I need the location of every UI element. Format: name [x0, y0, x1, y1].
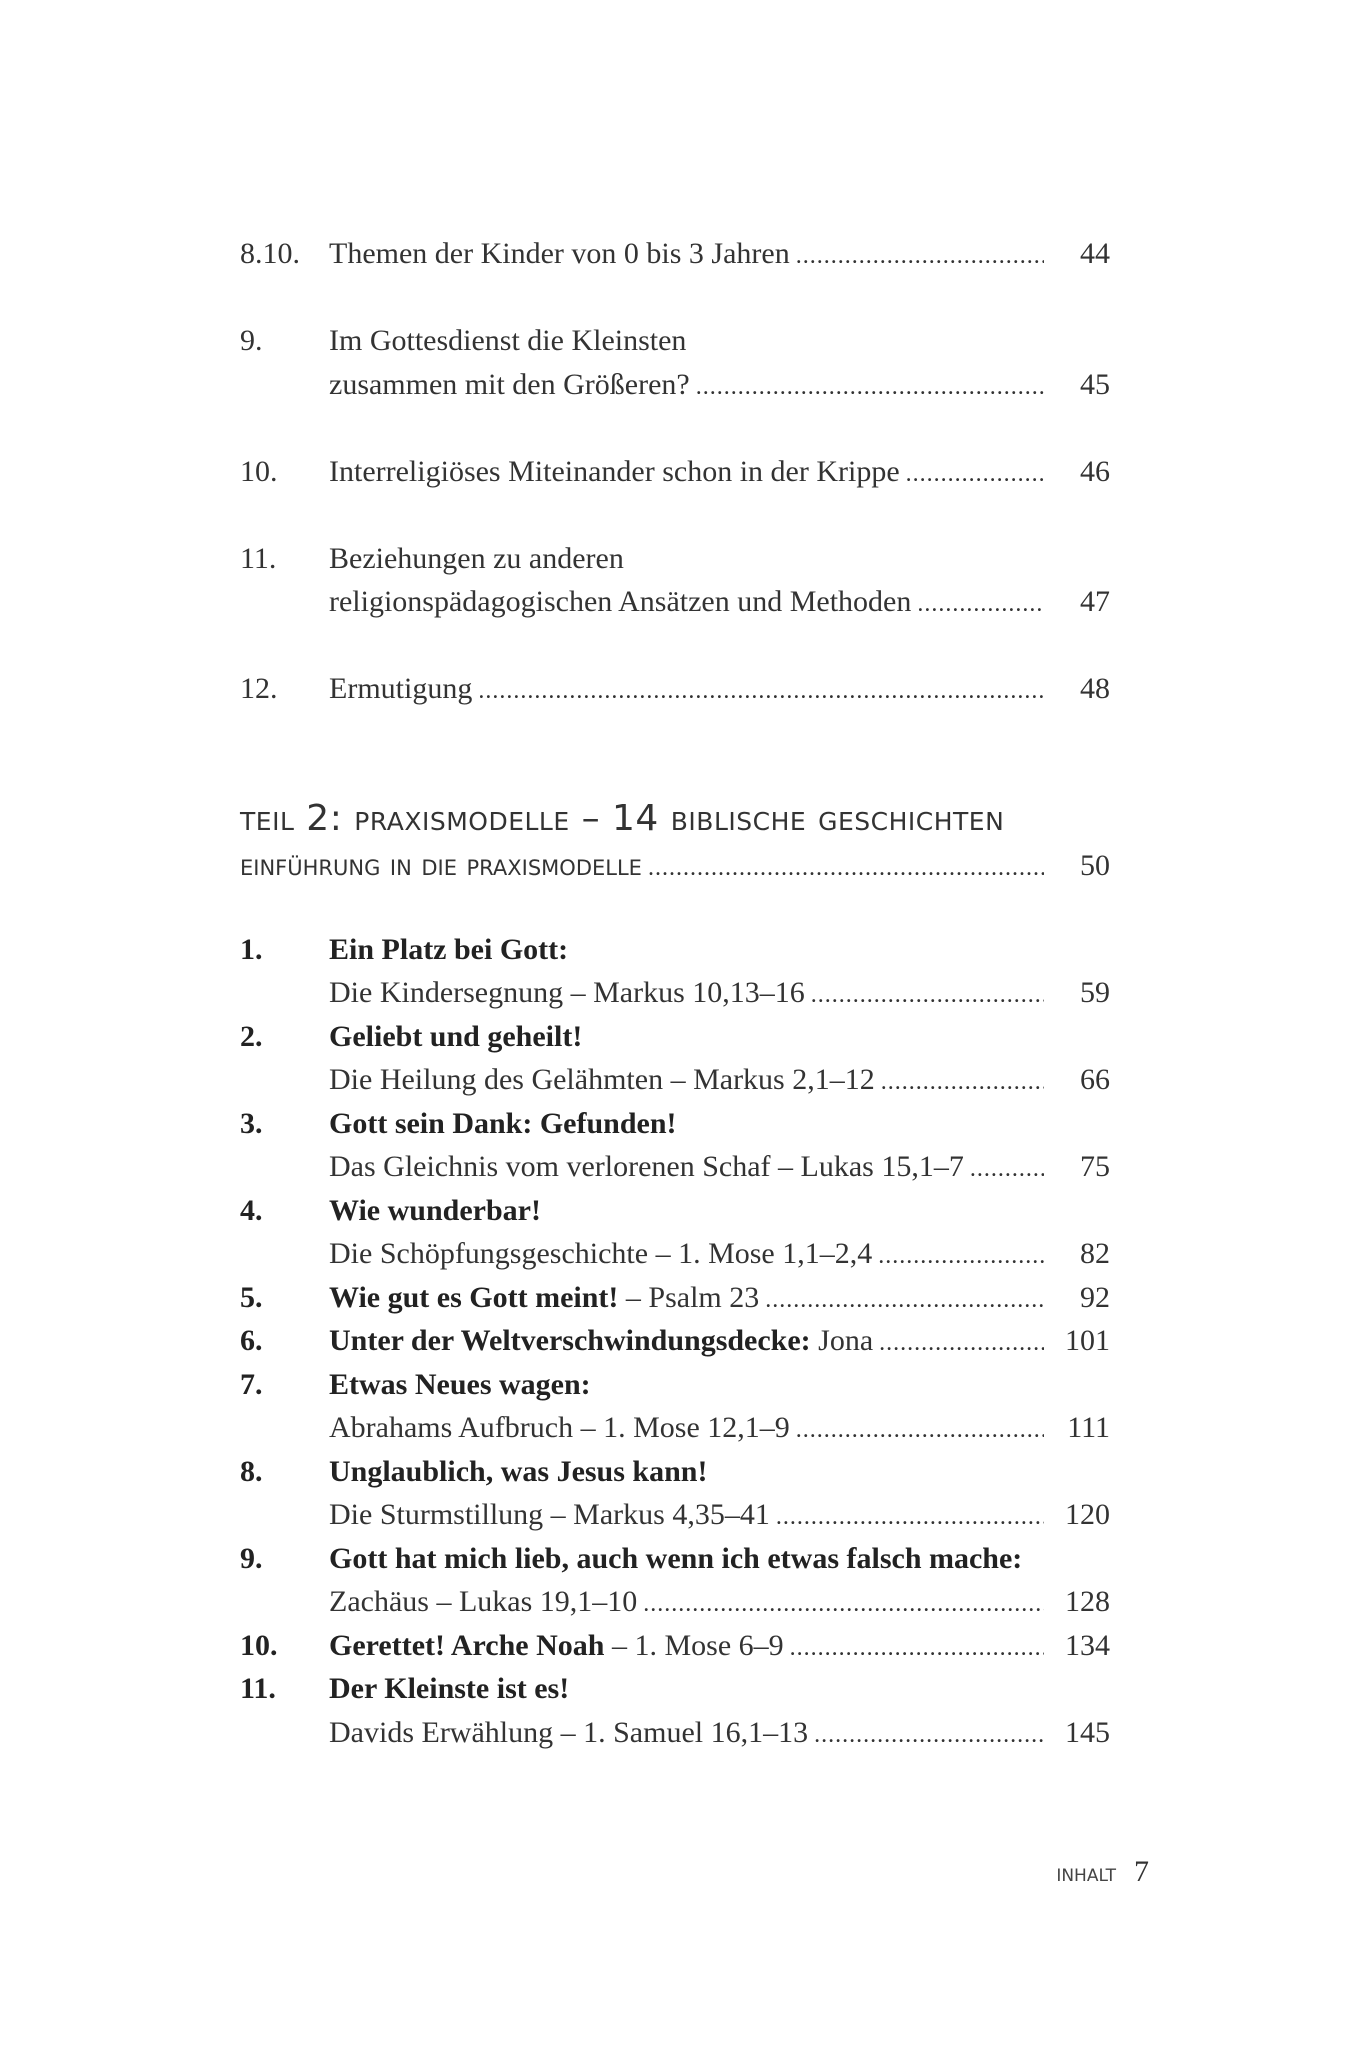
toc-entry-bold-title: Geliebt und geheilt! — [329, 1019, 583, 1053]
dot-leader — [696, 366, 1044, 410]
toc-entry-bold-title: Unter der Weltverschwindungsdecke: — [329, 1324, 811, 1357]
toc-page-number: 50 — [1080, 849, 1110, 882]
toc-entry-bold-title: Gerettet! Arche Noah — [329, 1628, 605, 1662]
toc-entry-number: 5. — [240, 1280, 263, 1314]
dot-leader — [790, 1627, 1044, 1671]
toc-entry-bold-title: Der Kleinste ist es! — [329, 1672, 570, 1705]
toc-part2-row — [240, 1015, 1110, 1059]
toc-entry-number: 11. — [240, 1672, 276, 1705]
toc-part2-subrow — [240, 1145, 1110, 1189]
toc-entry-body — [329, 928, 1110, 972]
toc-entry-title — [329, 1015, 582, 1059]
dot-leader — [917, 583, 1044, 627]
toc-part1-row — [240, 319, 1110, 363]
dot-leader — [796, 1409, 1044, 1453]
toc-entry-body — [329, 363, 1110, 410]
toc-page-number: 92 — [1080, 1280, 1110, 1314]
toc-part2-row — [240, 928, 1110, 972]
toc-page-number: 46 — [1080, 454, 1110, 488]
toc-page-number: 82 — [1080, 1237, 1110, 1270]
dot-leader — [648, 847, 1044, 891]
toc-entry-title: Im Gottesdienst die Kleinsten — [329, 324, 687, 357]
spacer — [240, 754, 1110, 794]
toc-entry-title — [329, 1624, 784, 1668]
toc-entry-number: 2. — [240, 1019, 263, 1053]
table-of-contents — [240, 232, 1110, 1754]
toc-entry-body — [329, 1493, 1110, 1540]
toc-entry-body — [329, 1667, 1110, 1711]
dot-leader — [881, 1061, 1044, 1105]
toc-page-number: 134 — [1065, 1628, 1110, 1662]
dot-leader — [811, 974, 1044, 1018]
dot-leader — [906, 453, 1044, 497]
dot-leader — [878, 1235, 1044, 1279]
toc-entry-title: Zachäus – Lukas 19,1–10 — [329, 1585, 638, 1618]
toc-part2-subrow — [240, 1580, 1110, 1624]
toc-entry-title: Beziehungen zu anderen — [329, 541, 624, 575]
toc-entry-bold-title: Ein Platz bei Gott: — [329, 932, 569, 966]
spacer — [240, 276, 1110, 320]
toc-entry-bold-title: Gott sein Dank: Gefunden! — [329, 1106, 677, 1140]
dot-leader — [879, 1322, 1044, 1366]
toc-entry-body — [240, 844, 1110, 891]
toc-entry-number: 8. — [240, 1454, 263, 1488]
spacer — [240, 711, 1110, 755]
toc-entry-bold-title: Wie gut es Gott meint! — [329, 1280, 619, 1314]
toc-page-number: 111 — [1067, 1411, 1110, 1444]
toc-page-number: 128 — [1065, 1585, 1110, 1618]
toc-entry-title: Abrahams Aufbruch – 1. Mose 12,1–9 — [329, 1411, 790, 1444]
toc-entry-title: Die Schöpfungsgeschichte – 1. Mose 1,1–2,4 — [329, 1237, 873, 1270]
toc-entry-title: Interreligiöses Miteinander schon in der Krippe — [329, 454, 900, 488]
dot-leader — [814, 1714, 1044, 1758]
toc-entry-body — [329, 1537, 1110, 1581]
toc-entry-subtitle: Jona — [810, 1324, 874, 1357]
toc-entry-title: Themen der Kinder von 0 bis 3 Jahren — [329, 237, 790, 270]
toc-part2-row — [240, 1276, 1110, 1320]
spacer — [240, 493, 1110, 537]
spacer — [240, 624, 1110, 668]
toc-part1-row — [240, 580, 1110, 624]
toc-entry-title: Die Kindersegnung – Markus 10,13–16 — [329, 976, 805, 1009]
toc-part2-subrow — [240, 1058, 1110, 1102]
toc-entry-bold-title: Etwas Neues wagen: — [329, 1367, 591, 1401]
toc-entry-title: Die Heilung des Gelähmten – Markus 2,1–12 — [329, 1063, 875, 1096]
toc-entry-number: 6. — [240, 1324, 263, 1357]
dot-leader — [776, 1496, 1044, 1540]
toc-page-number: 48 — [1080, 672, 1110, 705]
toc-entry-body — [329, 1102, 1110, 1146]
toc-part1-row — [240, 537, 1110, 581]
toc-entry-body — [329, 1319, 1110, 1366]
footer-page-number: 7 — [1134, 1855, 1149, 1888]
toc-entry-number: 8.10. — [240, 237, 300, 270]
toc-entry-body — [329, 580, 1110, 627]
toc-entry-number: 10. — [240, 454, 278, 488]
toc-entry-bold-title: Wie wunderbar! — [329, 1193, 541, 1227]
toc-entry-title: Davids Erwählung – 1. Samuel 16,1–13 — [329, 1715, 809, 1749]
dot-leader — [643, 1583, 1044, 1627]
dot-leader — [478, 670, 1044, 714]
toc-entry-title — [329, 1450, 707, 1494]
toc-page-number: 145 — [1065, 1715, 1110, 1749]
toc-page-number: 66 — [1080, 1063, 1110, 1096]
toc-part2-row — [240, 1363, 1110, 1407]
toc-part1-row — [240, 232, 1110, 276]
toc-entry-number: 9. — [240, 1541, 263, 1575]
toc-entry-title: Ermutigung — [329, 672, 473, 705]
toc-entry-number: 4. — [240, 1193, 263, 1227]
dot-leader — [796, 235, 1044, 279]
toc-page-number: 101 — [1065, 1324, 1110, 1357]
toc-entry-title — [329, 1667, 569, 1711]
footer-section-label: inhalt — [1056, 1859, 1116, 1887]
toc-entry-number: 3. — [240, 1106, 263, 1140]
toc-entry-title — [329, 1363, 591, 1407]
spacer — [240, 406, 1110, 450]
toc-entry-body — [329, 971, 1110, 1018]
toc-entry-title — [329, 1319, 873, 1363]
part-heading: teil 2: praxismodelle – 14 biblische geschichten — [240, 798, 1005, 839]
toc-entry-title: zusammen mit den Größeren? — [329, 367, 690, 401]
toc-entry-body — [329, 667, 1110, 714]
toc-entry-body — [329, 1406, 1110, 1453]
toc-entry-body — [329, 232, 1110, 279]
toc-part2-row — [240, 1667, 1110, 1711]
toc-entry-number: 9. — [240, 324, 263, 357]
toc-entry-number: 1. — [240, 932, 263, 966]
toc-part2-subrow — [240, 1711, 1110, 1755]
toc-entry-body — [329, 1624, 1110, 1671]
toc-entry-bold-title: Gott hat mich lieb, auch wenn ich etwas falsch mache: — [329, 1541, 1023, 1575]
toc-entry-title: Die Sturmstillung – Markus 4,35–41 — [329, 1498, 770, 1531]
toc-entry-body — [329, 1145, 1110, 1192]
toc-entry-bold-title: Unglaublich, was Jesus kann! — [329, 1454, 708, 1488]
toc-part2-row — [240, 1319, 1110, 1363]
toc-entry-body — [329, 1711, 1110, 1758]
toc-part2-subrow — [240, 1406, 1110, 1450]
toc-page-number: 45 — [1080, 367, 1110, 401]
toc-entry-title — [329, 1276, 759, 1320]
toc-entry-title: einführung in die praxismodelle — [240, 848, 642, 883]
toc-part2-row — [240, 1537, 1110, 1581]
toc-entry-body — [329, 450, 1110, 497]
page-footer — [1056, 1852, 1149, 1893]
toc-entry-title — [329, 1189, 541, 1233]
toc-entry-body — [329, 1276, 1110, 1323]
toc-entry-number: 10. — [240, 1628, 278, 1662]
toc-entry-title: Das Gleichnis vom verlorenen Schaf – Lukas 15,1–7 — [329, 1150, 964, 1183]
dot-leader — [970, 1148, 1044, 1192]
toc-entry-number: 7. — [240, 1367, 263, 1401]
toc-entry-subtitle: – Psalm 23 — [618, 1280, 760, 1314]
toc-entry-number: 11. — [240, 541, 277, 575]
toc-page-number: 59 — [1080, 976, 1110, 1009]
toc-entry-title — [329, 928, 568, 972]
toc-page-number: 75 — [1080, 1150, 1110, 1183]
toc-page-number: 120 — [1065, 1498, 1110, 1531]
toc-entry-subtitle: – 1. Mose 6–9 — [604, 1628, 784, 1662]
toc-part2-subrow — [240, 971, 1110, 1015]
toc-part1-row — [240, 363, 1110, 407]
toc-part2-subrow — [240, 1493, 1110, 1537]
toc-entry-body — [329, 1580, 1110, 1627]
toc-part2-row — [240, 1189, 1110, 1233]
toc-part1-row — [240, 667, 1110, 711]
toc-entry-body — [329, 1058, 1110, 1105]
toc-page-number: 44 — [1080, 237, 1110, 270]
toc-part2-row — [240, 1450, 1110, 1494]
toc-entry-title — [329, 1537, 1022, 1581]
toc-entry-title — [329, 1102, 677, 1146]
toc-entry-title: religionspädagogischen Ansätzen und Methoden — [329, 585, 912, 618]
toc-entry-number: 12. — [240, 672, 278, 705]
toc-entry-body — [329, 537, 1110, 581]
toc-entry-body — [329, 1232, 1110, 1279]
toc-entry-body — [329, 1189, 1110, 1233]
toc-part2-row — [240, 1102, 1110, 1146]
toc-entry-body — [329, 1363, 1110, 1407]
toc-entry-body — [329, 1450, 1110, 1494]
toc-part2-subrow — [240, 1232, 1110, 1276]
toc-page-number: 47 — [1080, 585, 1110, 618]
dot-leader — [765, 1279, 1044, 1323]
toc-part2-row — [240, 1624, 1110, 1668]
toc-entry-body — [329, 1015, 1110, 1059]
toc-entry-body — [329, 319, 1110, 363]
toc-part1-row — [240, 450, 1110, 494]
toc-intro-row — [240, 844, 1110, 888]
